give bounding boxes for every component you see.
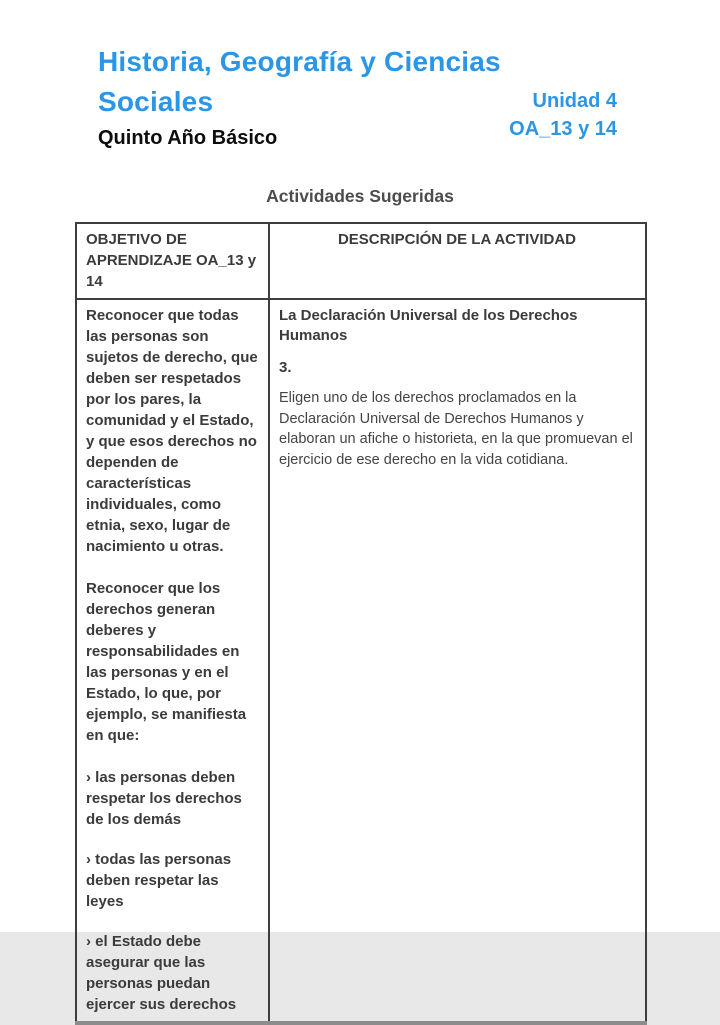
unit-label: Unidad 4 [532, 90, 617, 112]
objective-paragraph-1: Reconocer que todas las personas son sujetos de derecho, que deben ser respetados por los pares, la comunidad y el Estado, y que esos derechos no dependen de características individuales, como etnia, sexo, lugar de nacimiento u otras. [86, 307, 258, 555]
table-body-row [76, 299, 646, 1023]
unit-block [509, 87, 617, 143]
activities-table [75, 222, 647, 1025]
table-header-row [76, 223, 646, 299]
oa-code-label: OA_13 y 14 [509, 118, 617, 140]
objective-bullet-3: › el Estado debe asegurar que las personas puedan ejercer sus derechos [86, 933, 237, 1013]
objective-column-header: OBJETIVO DE APRENDIZAJE OA_13 y 14 [76, 223, 269, 299]
objective-paragraph-2: Reconocer que los derechos generan deberes y responsabilidades en las personas y en el Estado, lo que, por ejemplo, se manifiesta en que: [86, 580, 247, 744]
course-title-line2: Sociales [98, 86, 214, 117]
section-title: Actividades Sugeridas [266, 186, 454, 206]
course-title-line1: Historia, Geografía y Ciencias [98, 46, 501, 77]
activity-column-header: DESCRIPCIÓN DE LA ACTIVIDAD [269, 223, 646, 299]
objective-cell [76, 299, 269, 1023]
grade-label: Quinto Año Básico [98, 127, 278, 149]
activity-cell [269, 299, 646, 1023]
activity-number: 3. [279, 359, 292, 376]
objective-bullet-2: › todas las personas deben respetar las leyes [86, 851, 232, 910]
objective-bullet-1: › las personas deben respetar los derechos de los demás [86, 769, 242, 828]
activity-title: La Declaración Universal de los Derechos Humanos [279, 307, 578, 344]
activity-body: Eligen uno de los derechos proclamados en la Declaración Universal de Derechos Humanos y elaboran un afiche o historieta, en la que promuevan el ejercicio de ese derecho en la vida cotidiana. [279, 390, 633, 468]
